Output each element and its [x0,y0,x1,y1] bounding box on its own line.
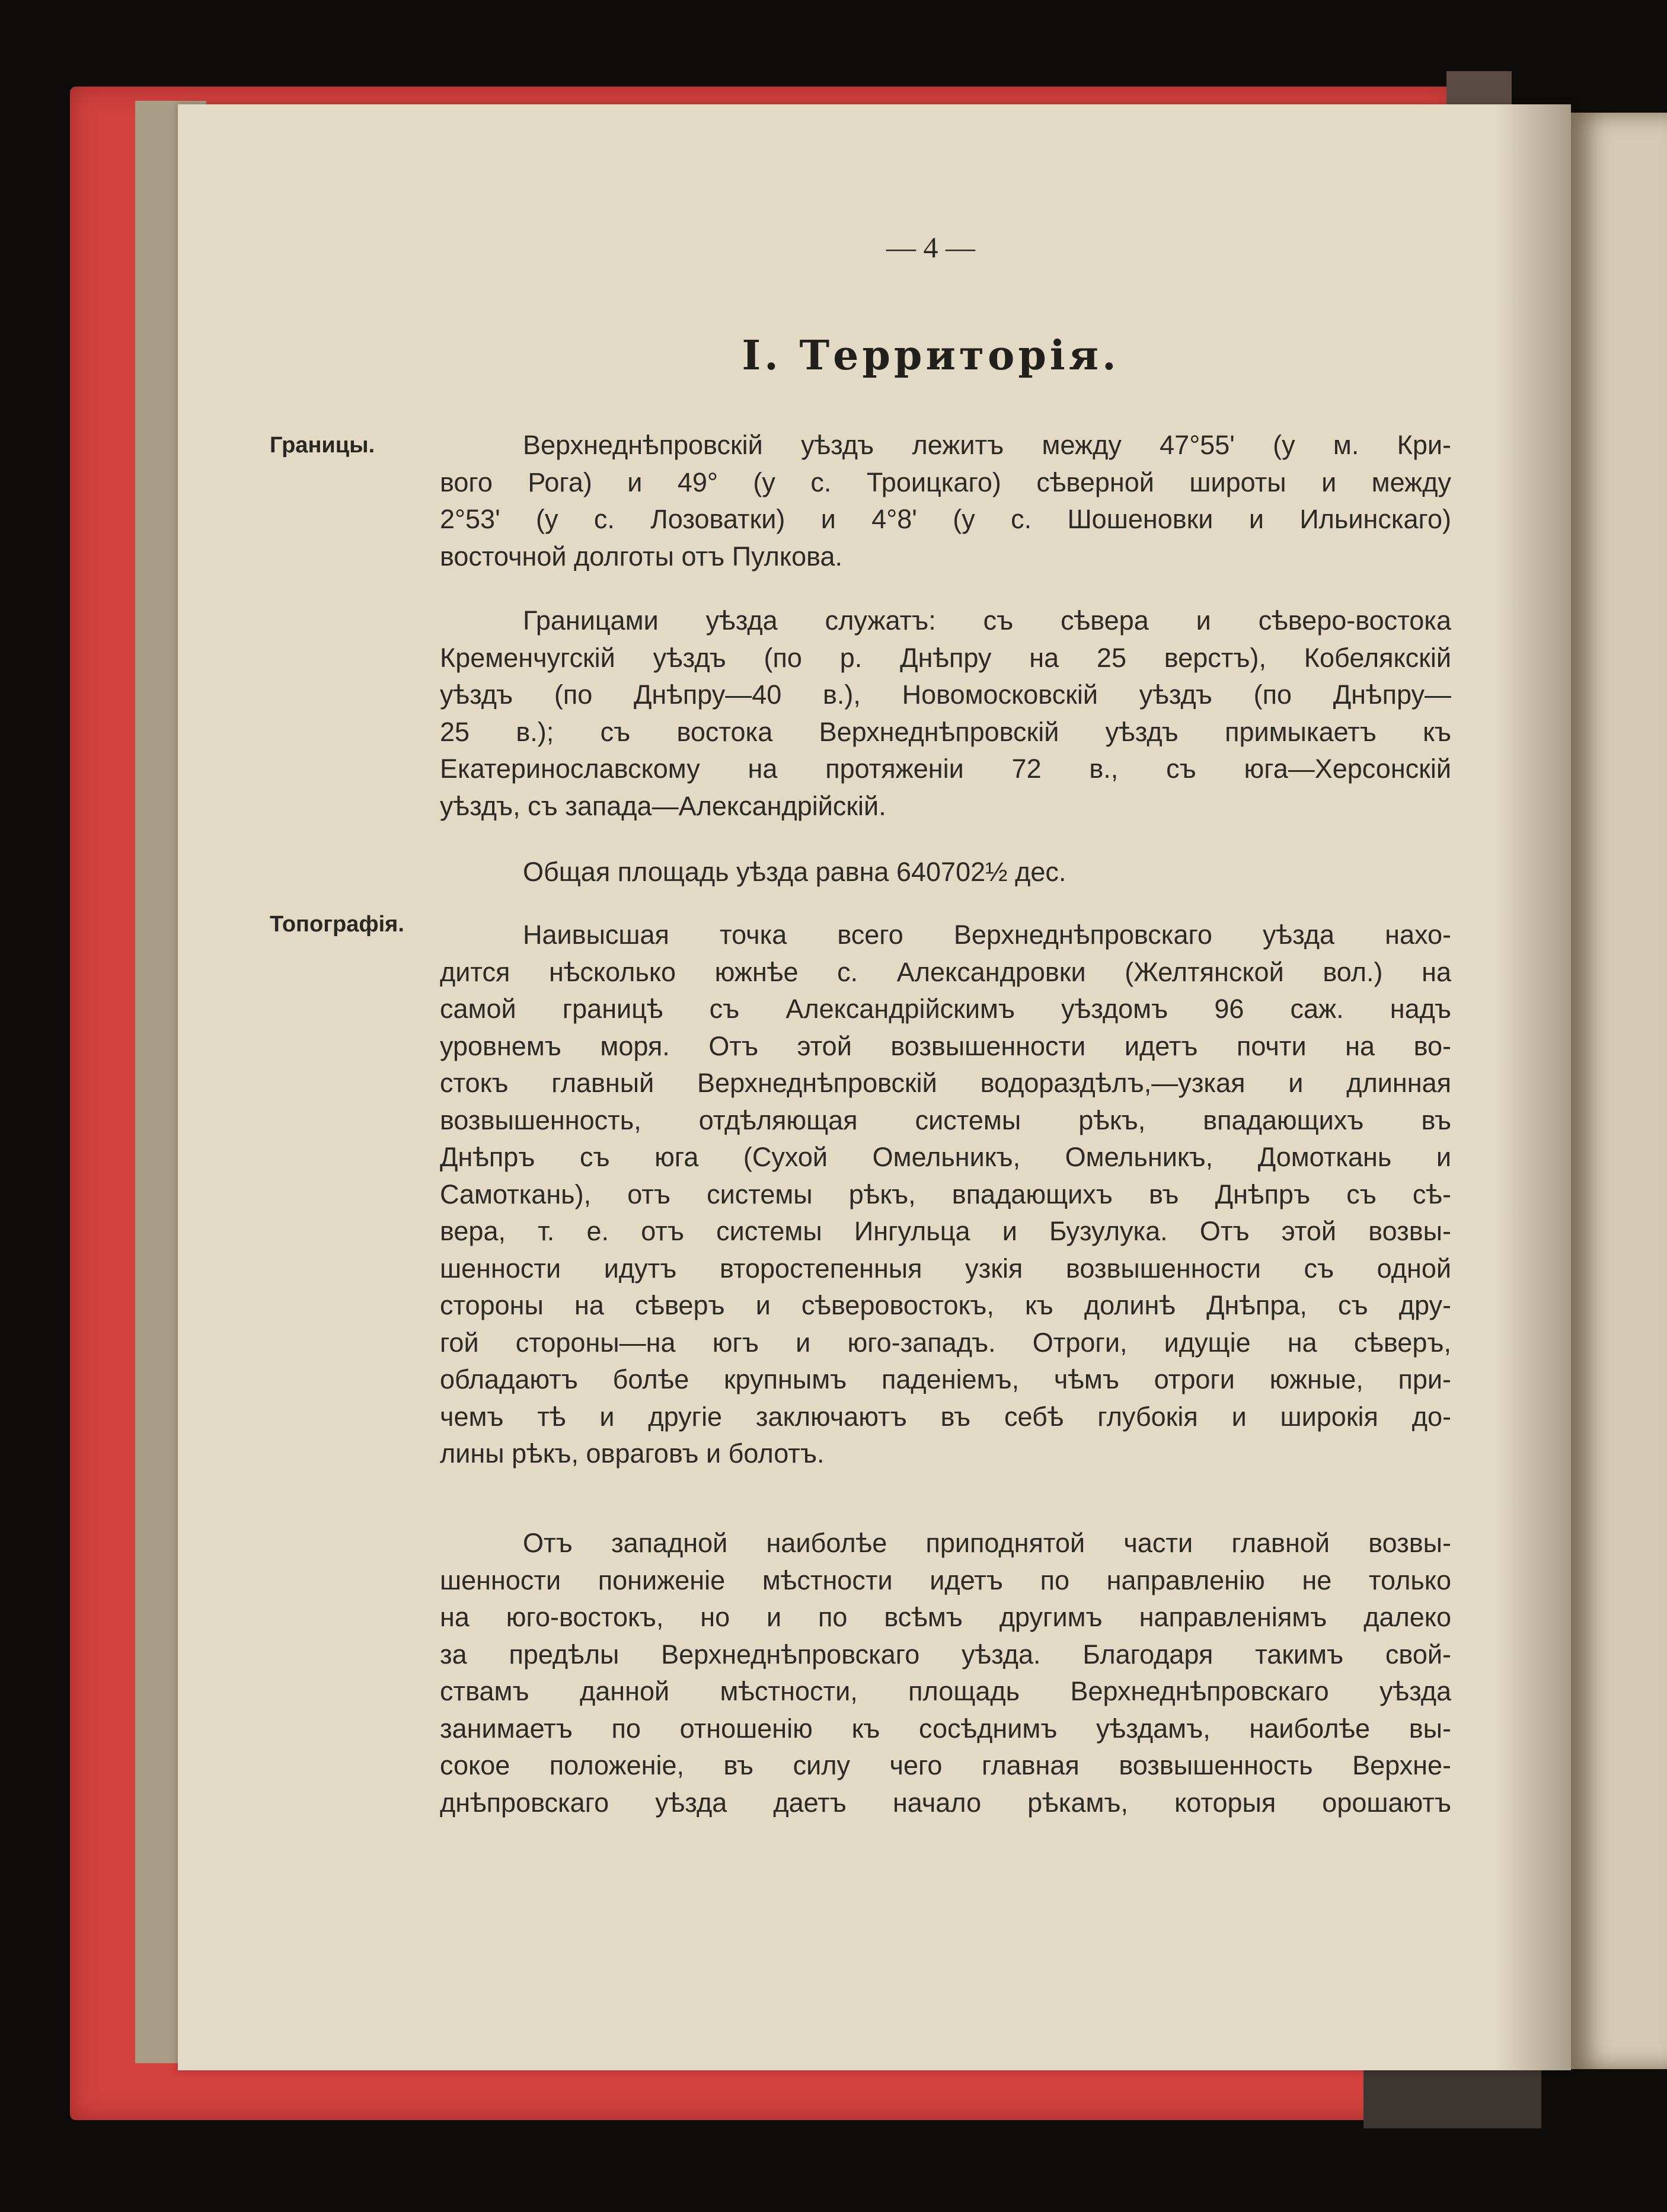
text-line: сокое положеніе, въ силу чего главная возвышенность Верхне- [440,1750,1451,1780]
text-line: возвышенность, отдѣляющая системы рѣкъ, впадающихъ въ [440,1105,1451,1135]
text-line: за предѣлы Верхнеднѣпровскаго уѣзда. Благодаря такимъ свой- [440,1639,1451,1670]
section-heading: I. Территорія. [742,332,1120,379]
text-line: самой границѣ съ Александрійскимъ уѣздомъ 96 саж. надъ [440,994,1451,1024]
text-line: 2°53' (у с. Лозоватки) и 4°8' (у с. Шошеновки и Ильинскаго) [440,504,1451,534]
text-line: гой стороны—на югъ и юго-западъ. Отроги, идущіе на сѣверъ, [440,1327,1451,1358]
text-line: Отъ западной наиболѣе приподнятой части главной возвы- [523,1528,1451,1558]
text-line: уровнемъ моря. Отъ этой возвышенности идетъ почти на во- [440,1030,1451,1061]
paragraph-relief-slope [440,1525,1451,1821]
paragraph-borders-coordinates [440,427,1451,575]
paragraph-total-area: Общая площадь уѣзда равна 640702½ дес. [523,857,1066,887]
text-line: обладаютъ болѣе крупнымъ паденіемъ, чѣмъ отроги южные, при- [440,1364,1451,1394]
text-line: вера, т. е. отъ системы Ингульца и Бузулука. Отъ этой возвы- [440,1216,1451,1246]
text-line: стокъ главный Верхнеднѣпровскій водораздѣлъ,—узкая и длинная [440,1068,1451,1098]
text-line: чемъ тѣ и другіе заключаютъ въ себѣ глубокія и широкія до- [440,1401,1451,1432]
text-line: ствамъ данной мѣстности, площадь Верхнеднѣпровскаго уѣзда [440,1676,1451,1706]
paragraph-borders-neighbors [440,602,1451,825]
text-line: Верхнеднѣпровскій уѣздъ лежитъ между 47°55' (у м. Кри- [523,430,1451,460]
text-line: шенности идутъ второстепенныя узкія возвышенности съ одной [440,1253,1451,1284]
text-line: днѣпровскаго уѣзда даетъ начало рѣкамъ, которыя орошаютъ [440,1787,1451,1818]
text-line: стороны на сѣверъ и сѣверовостокъ, къ долинѣ Днѣпра, съ дру- [440,1290,1451,1320]
text-line: Днѣпръ съ юга (Сухой Омельникъ, Омельникъ, Домоткань и [440,1142,1451,1172]
text-line: дится нѣсколько южнѣе с. Александровки (Желтянской вол.) на [440,956,1451,987]
text-line: уѣздъ, съ запада—Александрійскій. [440,790,886,821]
text-line: на юго-востокъ, но и по всѣмъ другимъ направленіямъ далеко [440,1602,1451,1632]
text-line: вого Рога) и 49° (у с. Троицкаго) сѣверной широты и между [440,467,1451,497]
text-line: восточной долготы отъ Пулкова. [440,541,843,572]
text-line: Границами уѣзда служатъ: съ сѣвера и сѣверо-востока [523,605,1451,636]
margin-note-topography: Топографія. [270,912,404,937]
text-line: Екатеринославскому на протяженіи 72 в., съ юга—Херсонскій [440,754,1451,784]
margin-note-borders: Границы. [270,433,375,458]
text-line: Наивысшая точка всего Верхнеднѣпровскаго уѣзда нахо- [523,920,1451,950]
text-line: занимаетъ по отношенію къ сосѣднимъ уѣздамъ, наиболѣе вы- [440,1713,1451,1744]
text-line: Самоткань), отъ системы рѣкъ, впадающихъ въ Днѣпръ съ сѣ- [440,1179,1451,1209]
text-line: 25 в.); съ востока Верхнеднѣпровскій уѣздъ примыкаетъ къ [440,716,1451,747]
text-line: Кременчугскій уѣздъ (по р. Днѣпру на 25 верстъ), Кобелякскій [440,642,1451,673]
page-number: — 4 — [886,231,975,264]
paragraph-highest-point [440,917,1451,1473]
text-line: уѣздъ (по Днѣпру—40 в.), Новомосковскій уѣздъ (по Днѣпру— [440,679,1451,710]
text-line: лины рѣкъ, овраговъ и болотъ. [440,1438,825,1469]
text-line: шенности пониженіе мѣстности идетъ по направленію не только [440,1565,1451,1595]
